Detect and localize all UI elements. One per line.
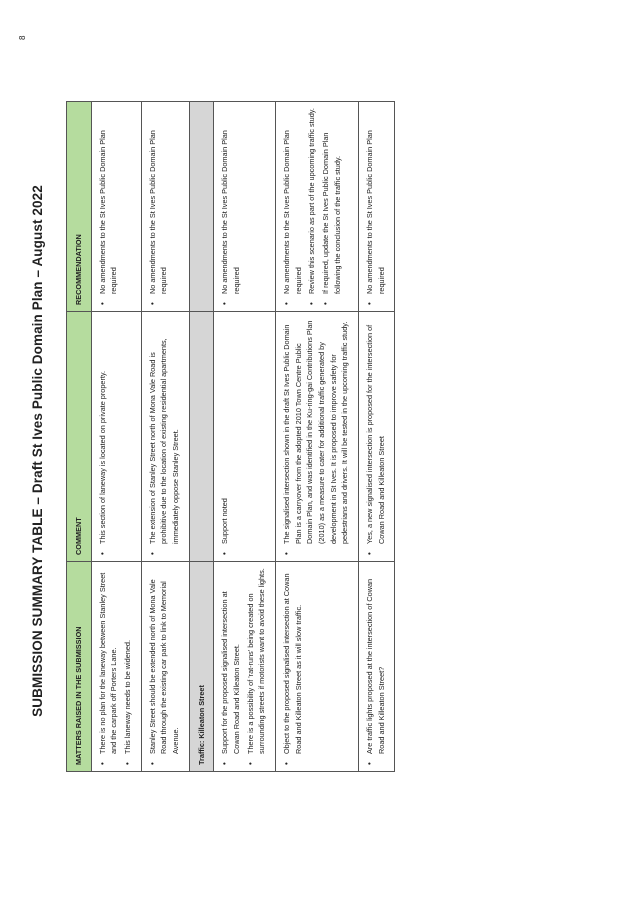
list-item: • Object to the proposed signalised intersection at Cowan Road and Killeaton Street as it will slow traffic.: [281, 568, 304, 766]
table-row: [359, 102, 395, 772]
list-item: • No amendments to the St Ives Public Domain Plan required: [364, 108, 387, 306]
header-recommendation: RECOMMENDATION: [67, 102, 92, 312]
list-item: • Stanley Street should be extended north of Mona Vale Road through the existing car park to link to Memorial Avenue.: [147, 568, 182, 766]
list-item: • This laneway needs to be widened.: [122, 568, 134, 766]
comment-list: [281, 318, 351, 556]
table-body-after: [214, 102, 395, 772]
comment-cell: [214, 312, 276, 562]
header-matters: MATTERS RAISED IN THE SUBMISSION: [67, 562, 92, 772]
recommendation-cell: [359, 102, 395, 312]
comment-cell: [91, 312, 141, 562]
comment-list: [219, 318, 231, 556]
table-header-row: [67, 102, 92, 772]
comment-list: [97, 318, 109, 556]
section-cell: [189, 102, 214, 312]
comment-list: [364, 318, 387, 556]
list-item: • Yes, a new signalised intersection is proposed for the intersection of Cowan Road and Killeaton Street: [364, 318, 387, 556]
list-item: • Review this scenario as part of the upcoming traffic study.: [306, 108, 318, 306]
matters-cell: [276, 562, 359, 772]
list-item: • There is a possibility of 'rat-runs' being created on surrounding streets if motorists want to avoid these lights.: [245, 568, 268, 766]
table-row: [141, 102, 189, 772]
recommendation-cell: [91, 102, 141, 312]
table-row: [214, 102, 276, 772]
recommendation-cell: [214, 102, 276, 312]
recommendation-list: [97, 108, 120, 306]
recommendation-list: [219, 108, 242, 306]
comment-cell: [141, 312, 189, 562]
comment-cell: [276, 312, 359, 562]
page-title: SUBMISSION SUMMARY TABLE – Draft St Ives Public Domain Plan – August 2022: [30, 185, 45, 717]
matters-list: [147, 568, 182, 766]
matters-list: [219, 568, 268, 766]
list-item: • Support for the proposed signalised intersection at Cowan Road and Killeaton Street.: [219, 568, 242, 766]
matters-list: [281, 568, 304, 766]
list-item: • There is no plan for the laneway between Stanley Street and the carpark off Porters Lane.: [97, 568, 120, 766]
recommendation-cell: [276, 102, 359, 312]
recommendation-cell: [141, 102, 189, 312]
matters-cell: [91, 562, 141, 772]
table-body-before: [91, 102, 189, 772]
section-cell: [189, 312, 214, 562]
list-item: • No amendments to the St Ives Public Domain Plan required: [281, 108, 304, 306]
list-item: • No amendments to the St Ives Public Domain Plan required: [219, 108, 242, 306]
list-item: • No amendments to the St Ives Public Domain Plan required: [147, 108, 170, 306]
header-comment: COMMENT: [67, 312, 92, 562]
recommendation-list: [364, 108, 387, 306]
submission-summary-table: [66, 101, 395, 772]
list-item: • Are traffic lights proposed at the intersection of Cowan Road and Killeaton Street?: [364, 568, 387, 766]
recommendation-list: [281, 108, 343, 306]
recommendation-list: [147, 108, 170, 306]
matters-list: [97, 568, 134, 766]
list-item: • No amendments to the St Ives Public Domain Plan required: [97, 108, 120, 306]
comment-cell: [359, 312, 395, 562]
list-item: • This section of laneway is located on private property.: [97, 318, 109, 556]
table-row: [91, 102, 141, 772]
list-item: • The signalised intersection shown in the draft St Ives Public Domain Plan is a carryover from the adopted 2010 Town Centre Public Domain Plan, and was identified in the Ku-ring-gai Contributions Plan (2010) as a measure to cater for additional traffic generated by development in St Ives. It is proposed to improve safety for pedestrians and drivers. It will be tested in the upcoming traffic study.: [281, 318, 351, 556]
table-row: [276, 102, 359, 772]
matters-cell: [214, 562, 276, 772]
list-item: • The extension of Stanley Street north of Mona Vale Road is prohibitive due to the location of existing residential apartments, immediately oppose Stanley Street.: [147, 318, 182, 556]
matters-list: [364, 568, 387, 766]
page-number: 8: [18, 35, 27, 40]
matters-cell: [359, 562, 395, 772]
list-item: • Support noted: [219, 318, 231, 556]
comment-list: [147, 318, 182, 556]
section-row: [189, 102, 214, 772]
section-label: Traffic: Killeaton Street: [189, 562, 214, 772]
matters-cell: [141, 562, 189, 772]
list-item: • If required, update the St Ives Public Domain Plan following the conclusion of the traffic study.: [320, 108, 343, 306]
